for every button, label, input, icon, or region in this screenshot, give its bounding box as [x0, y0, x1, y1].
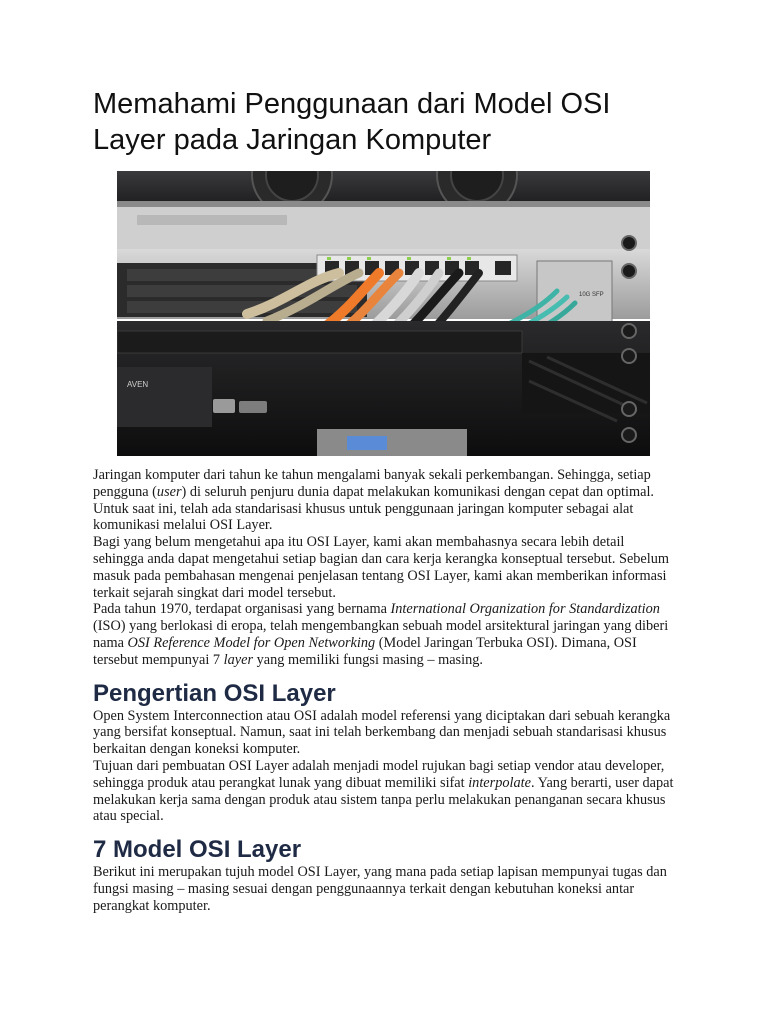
article-title: Memahami Penggunaan dari Model OSI Layer pada Jaringan Komputer	[93, 88, 611, 156]
intro-paragraph-2: Bagi yang belum mengetahui apa itu OSI Layer, kami akan membahasnya secara lebih detail sehingga anda dapat mengetahui setiap bagian dan cara kerja kerangka konseptual tersebut. Sebelum masuk pada pembahasan mengenai penjelasan tentang OSI Layer, kami akan memberikan informasi terkait sejarah singkat dari model tersebut.	[93, 534, 670, 601]
article	[93, 86, 678, 915]
pengertian-paragraph-1: Open System Interconnection atau OSI adalah model referensi yang diciptakan dari sebuah kerangka yang bersifat konseptual. Namun, saat ini telah berkembang dan menjadi sebuah standarisasi khusus berkaitan dengan koneksi komputer.	[93, 707, 671, 758]
network-switch-photo	[117, 171, 650, 456]
intro-paragraph-3: Pada tahun 1970, terdapat organisasi yang bernama International Organization for Standardization (ISO) yang berlokasi di eropa, telah mengembangkan sebuah model arsitektural jaringan yang diberi nama OSI Reference Model for Open Networking (Model Jaringan Terbuka OSI). Dimana, OSI tersebut mempunyai 7 layer yang memiliki fungsi masing – masing.	[93, 601, 669, 668]
section-heading-model: 7 Model OSI Layer	[93, 836, 302, 864]
fiber-module-label: 10G SFP	[579, 292, 604, 298]
panel-label: AVEN	[127, 380, 149, 389]
intro-paragraph-1: Jaringan komputer dari tahun ke tahun mengalami banyak sekali perkembangan. Sehingga, setiap pengguna (user) di seluruh penjuru dunia dapat melakukan komunikasi dengan cepat dan optimal. Untuk saat ini, telah ada standarisasi khusus untuk penggunaan jaringan komputer sebagai alat komunikasi melalui OSI Layer.	[93, 467, 655, 534]
model-paragraph-1: Berikut ini merupakan tujuh model OSI Layer, yang mana pada setiap lapisan mempunyai tugas dan fungsi masing – masing sesuai dengan penggunaannya terkait dengan kebutuhan koneksi antar perangkat komputer.	[93, 864, 667, 914]
pengertian-paragraph-2: Tujuan dari pembuatan OSI Layer adalah menjadi model rujukan bagi setiap vendor atau developer, sehingga produk atau perangkat lunak yang dibuat memiliki sifat interpolate. Yang berarti, user dapat melakukan kerja sama dengan produk atau sistem tanpa perlu melakukan penanganan secara khusus atau special.	[93, 757, 674, 825]
section-heading-pengertian: Pengertian OSI Layer	[93, 679, 336, 707]
